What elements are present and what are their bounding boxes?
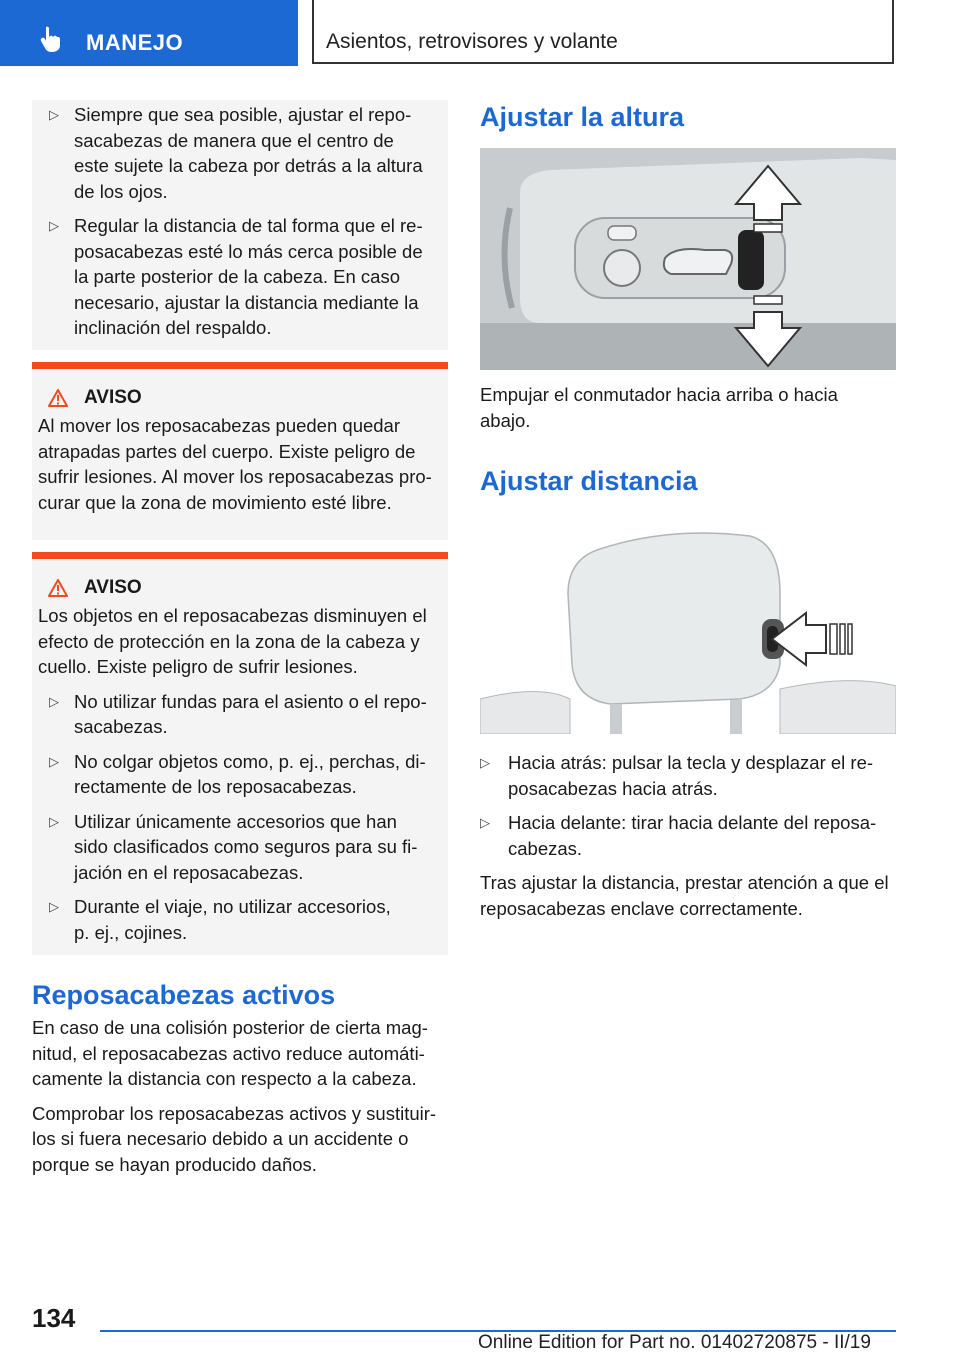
paragraph: En caso de una colisión posterior de cierta mag- nitud, el reposacabezas activo reduce automáti- camente la distancia con respecto a la cabeza. (32, 1017, 428, 1089)
warning-triangle-icon (48, 389, 68, 407)
headrest-illustration (480, 524, 896, 734)
section-heading: Ajustar la altura (480, 102, 685, 132)
triangle-bullet-icon: ▷ (480, 755, 490, 770)
distance-text-block (480, 750, 896, 921)
edition-text: Online Edition for Part no. 01402720875 - II/19 (478, 1332, 871, 1353)
chapter-title: Asientos, retrovisores y volante (326, 30, 618, 53)
triangle-bullet-icon: ▷ (49, 693, 59, 709)
list-item: ▷ Utilizar únicamente accesorios que han sido clasificados como seguros para su fi- jación en el reposacabezas. (49, 810, 418, 883)
height-text-block (480, 382, 896, 433)
list-item: ▷ Hacia delante: tirar hacia delante del reposa- cabezas. (480, 812, 877, 859)
list-item: ▷ No colgar objetos como, p. ej., perchas, di- rectamente de los reposacabezas. (49, 750, 426, 797)
warning-triangle-icon (48, 579, 68, 597)
triangle-bullet-icon: ▷ (480, 815, 490, 830)
warning-bar (32, 362, 448, 369)
list-item: ▷ Hacia atrás: pulsar la tecla y desplazar el re- posacabezas hacia atrás. (480, 752, 874, 799)
list-item: ▷ Siempre que sea posible, ajustar el repo- sacabezas de manera que el centro de este sujete la cabeza por detrás a la altura de los ojos. (49, 104, 423, 202)
distance-section (480, 466, 896, 497)
triangle-bullet-icon: ▷ (49, 813, 59, 829)
list-item: ▷ No utilizar fundas para el asiento o el repo- sacabezas. (49, 690, 427, 737)
paragraph: Empujar el conmutador hacia arriba o hacia abajo. (480, 384, 838, 431)
warning-text: Los objetos en el reposacabezas disminuyen el efecto de protección en la zona de la cabeza y cuello. Existe peligro de sufrir lesiones. (38, 605, 427, 677)
page-number: 134 (32, 1303, 76, 1333)
hand-icon (40, 26, 62, 52)
triangle-bullet-icon: ▷ (49, 107, 59, 122)
warning-title: AVISO (84, 577, 142, 598)
warning-box-2 (32, 552, 448, 955)
height-section (480, 102, 896, 133)
triangle-bullet-icon: ▷ (49, 899, 59, 914)
section-tab[interactable] (0, 0, 298, 66)
paragraph: Tras ajustar la distancia, prestar atención a que el reposacabezas enclave correctamente. (480, 872, 889, 919)
seat-switch-illustration (480, 148, 896, 370)
active-headrest-section (32, 980, 448, 1177)
section-heading: Ajustar distancia (480, 466, 698, 496)
warning-title: AVISO (84, 387, 142, 408)
warning-box-1 (32, 362, 448, 540)
triangle-bullet-icon: ▷ (49, 753, 59, 769)
intro-bullet-box (32, 100, 448, 350)
list-item: ▷ Durante el viaje, no utilizar accesorios, p. ej., cojines. (49, 896, 391, 943)
paragraph: Comprobar los reposacabezas activos y sustituir- los si fuera necesario debido a un accidente o porque se hayan producido daños. (32, 1102, 437, 1175)
chapter-title-box (312, 0, 894, 64)
warning-text: Al mover los reposacabezas pueden quedar atrapadas partes del cuerpo. Existe peligro de sufrir lesiones. Al mover los reposacabezas pro- curar que la zona de movimiento esté libre. (38, 415, 432, 513)
triangle-bullet-icon: ▷ (49, 218, 59, 233)
section-heading: Reposacabezas activos (32, 980, 336, 1010)
section-label: MANEJO (86, 30, 184, 55)
list-item: ▷ Regular la distancia de tal forma que el re- posacabezas esté lo más cerca posible de la parte posterior de la cabeza. En caso necesario, ajustar la distancia mediante la inclinación del respaldo. (49, 215, 423, 338)
warning-bar (32, 552, 448, 559)
